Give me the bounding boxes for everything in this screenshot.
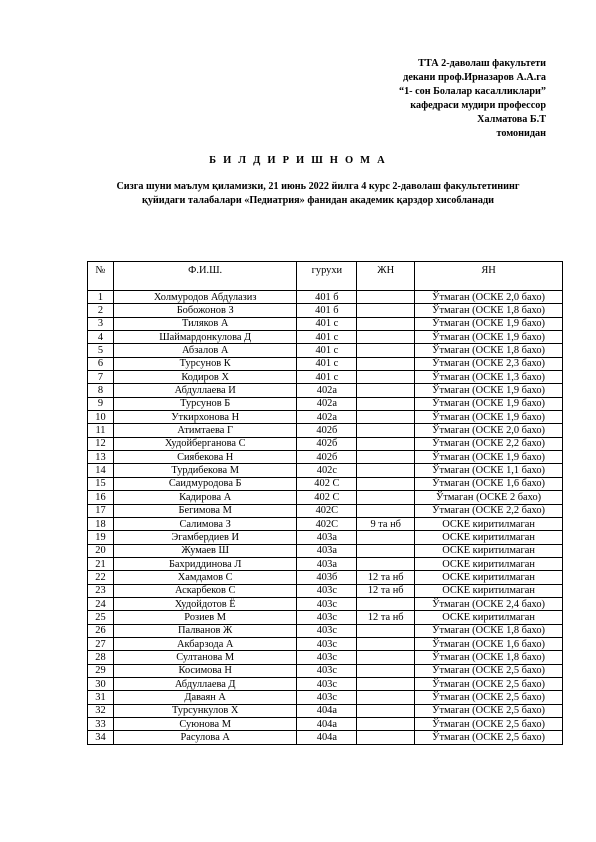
column-header-jn: ЖН xyxy=(357,262,415,291)
cell-number: 1 xyxy=(88,291,114,304)
cell-yn: Ўтмаган (ОСКЕ 2,2 бахо) xyxy=(415,437,563,450)
cell-group: 402б xyxy=(297,451,357,464)
table-row xyxy=(88,331,563,344)
cell-number: 22 xyxy=(88,571,114,584)
cell-yn: Ўтмаган (ОСКЕ 2,5 бахо) xyxy=(415,704,563,717)
cell-jn xyxy=(357,291,415,304)
cell-name: Акбарзода А xyxy=(113,637,297,650)
table-row xyxy=(88,531,563,544)
cell-jn xyxy=(357,651,415,664)
cell-name: Эгамбердиев И xyxy=(113,531,297,544)
cell-group: 403с xyxy=(297,677,357,690)
cell-jn xyxy=(357,691,415,704)
cell-name: Хамдамов С xyxy=(113,571,297,584)
cell-yn: ОСКЕ киритилмаган xyxy=(415,544,563,557)
cell-number: 16 xyxy=(88,491,114,504)
table-row xyxy=(88,544,563,557)
cell-yn: Ўтмаган (ОСКЕ 1,3 бахо) xyxy=(415,371,563,384)
cell-name: Уткирхонова Н xyxy=(113,411,297,424)
cell-number: 17 xyxy=(88,504,114,517)
cell-group: 402б xyxy=(297,424,357,437)
cell-jn xyxy=(357,451,415,464)
cell-jn xyxy=(357,384,415,397)
cell-group: 401 с xyxy=(297,344,357,357)
cell-yn: Ўтмаган (ОСКЕ 1,6 бахо) xyxy=(415,637,563,650)
cell-yn: Ўтмаган (ОСКЕ 1,6 бахо) xyxy=(415,477,563,490)
cell-yn: Ўтмаган (ОСКЕ 1,9 бахо) xyxy=(415,384,563,397)
addressee-line: ТТА 2-даволаш факультети xyxy=(418,58,546,69)
table-row xyxy=(88,411,563,424)
cell-name: Палванов Ж xyxy=(113,624,297,637)
cell-name: Саидмуродова Б xyxy=(113,477,297,490)
cell-yn: ОСКЕ киритилмаган xyxy=(415,557,563,570)
cell-yn: Ўтмаган (ОСКЕ 2,5 бахо) xyxy=(415,718,563,731)
cell-yn: Ўтмаган (ОСКЕ 2,5 бахо) xyxy=(415,691,563,704)
cell-jn xyxy=(357,677,415,690)
cell-number: 32 xyxy=(88,704,114,717)
cell-number: 15 xyxy=(88,477,114,490)
table-row xyxy=(88,504,563,517)
cell-jn xyxy=(357,531,415,544)
cell-name: Шаймардонкулова Д xyxy=(113,331,297,344)
column-header-name: Ф.И.Ш. xyxy=(113,262,297,291)
cell-jn xyxy=(357,664,415,677)
cell-yn: ОСКЕ киритилмаган xyxy=(415,571,563,584)
cell-jn xyxy=(357,624,415,637)
cell-jn: 12 та нб xyxy=(357,584,415,597)
table-row xyxy=(88,584,563,597)
table-row xyxy=(88,651,563,664)
table-row xyxy=(88,451,563,464)
cell-yn: ОСКЕ киритилмаган xyxy=(415,531,563,544)
cell-name: Кадирова А xyxy=(113,491,297,504)
cell-yn: Ўтмаган (ОСКЕ 2,3 бахо) xyxy=(415,357,563,370)
cell-number: 31 xyxy=(88,691,114,704)
column-header-group: гурухи xyxy=(297,262,357,291)
cell-jn xyxy=(357,557,415,570)
table-row xyxy=(88,731,563,744)
cell-number: 25 xyxy=(88,611,114,624)
cell-group: 402 С xyxy=(297,477,357,490)
cell-name: Аскарбеков С xyxy=(113,584,297,597)
addressee-line: “1- сон Болалар касалликлари” xyxy=(398,86,546,97)
cell-group: 402с xyxy=(297,464,357,477)
cell-number: 11 xyxy=(88,424,114,437)
cell-group: 401 б xyxy=(297,304,357,317)
cell-number: 21 xyxy=(88,557,114,570)
cell-number: 2 xyxy=(88,304,114,317)
cell-yn: ОСКЕ киритилмаган xyxy=(415,584,563,597)
cell-name: Сиябекова Н xyxy=(113,451,297,464)
table-row xyxy=(88,571,563,584)
cell-name: Бегимова М xyxy=(113,504,297,517)
cell-group: 403а xyxy=(297,544,357,557)
cell-yn: Ўтмаган (ОСКЕ 2,0 бахо) xyxy=(415,291,563,304)
table-row xyxy=(88,624,563,637)
cell-jn xyxy=(357,477,415,490)
table-row xyxy=(88,611,563,624)
cell-group: 403б xyxy=(297,571,357,584)
cell-name: Абдуллаева Д xyxy=(113,677,297,690)
cell-jn xyxy=(357,637,415,650)
table-row xyxy=(88,424,563,437)
cell-name: Худойдотов Ё xyxy=(113,597,297,610)
table-row xyxy=(88,557,563,570)
cell-jn xyxy=(357,544,415,557)
cell-jn: 12 та нб xyxy=(357,611,415,624)
table-row xyxy=(88,664,563,677)
cell-group: 403с xyxy=(297,637,357,650)
cell-yn: Ўтмаган (ОСКЕ 2 бахо) xyxy=(415,491,563,504)
cell-group: 402а xyxy=(297,397,357,410)
cell-group: 403с xyxy=(297,691,357,704)
cell-jn xyxy=(357,411,415,424)
cell-jn: 9 та нб xyxy=(357,517,415,530)
cell-yn: Ўтмаган (ОСКЕ 1,8 бахо) xyxy=(415,624,563,637)
cell-name: Абзалов А xyxy=(113,344,297,357)
table-row xyxy=(88,291,563,304)
cell-group: 402С xyxy=(297,504,357,517)
cell-number: 27 xyxy=(88,637,114,650)
cell-yn: Ўтмаган (ОСКЕ 1,9 бахо) xyxy=(415,451,563,464)
cell-name: Расулова А xyxy=(113,731,297,744)
cell-yn: Ўтмаган (ОСКЕ 2,5 бахо) xyxy=(415,731,563,744)
cell-group: 403с xyxy=(297,624,357,637)
cell-yn: Ўтмаган (ОСКЕ 2,5 бахо) xyxy=(415,677,563,690)
cell-group: 402 С xyxy=(297,491,357,504)
addressee-line: томонидан xyxy=(496,128,546,139)
cell-yn: Ўтмаган (ОСКЕ 1,8 бахо) xyxy=(415,651,563,664)
table-row xyxy=(88,637,563,650)
cell-name: Салимова З xyxy=(113,517,297,530)
table-row xyxy=(88,464,563,477)
cell-yn: Ўтмаган (ОСКЕ 1,8 бахо) xyxy=(415,304,563,317)
cell-name: Кодиров Х xyxy=(113,371,297,384)
table-row xyxy=(88,397,563,410)
cell-jn xyxy=(357,437,415,450)
cell-name: Худойберганова С xyxy=(113,437,297,450)
cell-number: 7 xyxy=(88,371,114,384)
cell-name: Бахриддинова Л xyxy=(113,557,297,570)
table-row xyxy=(88,691,563,704)
cell-name: Абдуллаева И xyxy=(113,384,297,397)
cell-name: Турдибекова М xyxy=(113,464,297,477)
cell-yn: Ўтмаган (ОСКЕ 1,9 бахо) xyxy=(415,331,563,344)
cell-name: Тиляков А xyxy=(113,317,297,330)
cell-yn: Ўтмаган (ОСКЕ 2,0 бахо) xyxy=(415,424,563,437)
cell-name: Турсунов К xyxy=(113,357,297,370)
table-body xyxy=(88,291,563,745)
cell-jn xyxy=(357,317,415,330)
cell-group: 402б xyxy=(297,437,357,450)
cell-jn xyxy=(357,731,415,744)
cell-group: 404а xyxy=(297,718,357,731)
cell-name: Косимова Н xyxy=(113,664,297,677)
column-header-yn: ЯН xyxy=(415,262,563,291)
table-row xyxy=(88,517,563,530)
addressee-line: Халматова Б.Т xyxy=(477,114,546,125)
cell-jn: 12 та нб xyxy=(357,571,415,584)
cell-jn xyxy=(357,344,415,357)
addressee-line: декани проф.Ирназаров А.А.га xyxy=(403,72,546,83)
cell-group: 404а xyxy=(297,704,357,717)
cell-number: 23 xyxy=(88,584,114,597)
cell-name: Жумаев Ш xyxy=(113,544,297,557)
cell-group: 401 с xyxy=(297,371,357,384)
table-header-row xyxy=(88,262,563,291)
cell-yn: Ўтмаган (ОСКЕ 2,2 бахо) xyxy=(415,504,563,517)
table-row xyxy=(88,677,563,690)
cell-name: Розиев М xyxy=(113,611,297,624)
cell-group: 403а xyxy=(297,557,357,570)
cell-number: 13 xyxy=(88,451,114,464)
cell-number: 10 xyxy=(88,411,114,424)
cell-group: 403с xyxy=(297,651,357,664)
table-row xyxy=(88,704,563,717)
cell-jn xyxy=(357,704,415,717)
cell-number: 5 xyxy=(88,344,114,357)
table-row xyxy=(88,477,563,490)
cell-yn: Ўтмаган (ОСКЕ 1,9 бахо) xyxy=(415,317,563,330)
table-row xyxy=(88,317,563,330)
cell-jn xyxy=(357,491,415,504)
cell-jn xyxy=(357,304,415,317)
cell-group: 403с xyxy=(297,597,357,610)
cell-number: 9 xyxy=(88,397,114,410)
cell-group: 401 с xyxy=(297,357,357,370)
cell-group: 403с xyxy=(297,611,357,624)
cell-name: Султанова М xyxy=(113,651,297,664)
cell-name: Турсунов Б xyxy=(113,397,297,410)
table-row xyxy=(88,357,563,370)
cell-name: Бобожонов З xyxy=(113,304,297,317)
cell-number: 29 xyxy=(88,664,114,677)
cell-name: Атимтаева Г xyxy=(113,424,297,437)
cell-jn xyxy=(357,357,415,370)
cell-group: 401 с xyxy=(297,317,357,330)
cell-number: 24 xyxy=(88,597,114,610)
cell-number: 6 xyxy=(88,357,114,370)
cell-number: 20 xyxy=(88,544,114,557)
document-title: Б И Л Д И Р И Ш Н О М А xyxy=(209,155,387,166)
cell-jn xyxy=(357,464,415,477)
cell-yn: ОСКЕ киритилмаган xyxy=(415,517,563,530)
cell-number: 34 xyxy=(88,731,114,744)
cell-yn: Ўтмаган (ОСКЕ 1,9 бахо) xyxy=(415,411,563,424)
cell-number: 14 xyxy=(88,464,114,477)
cell-number: 18 xyxy=(88,517,114,530)
cell-number: 28 xyxy=(88,651,114,664)
cell-group: 403а xyxy=(297,531,357,544)
cell-name: Турсункулов Х xyxy=(113,704,297,717)
cell-number: 8 xyxy=(88,384,114,397)
cell-yn: Ўтмаган (ОСКЕ 2,4 бахо) xyxy=(415,597,563,610)
cell-yn: Ўтмаган (ОСКЕ 2,5 бахо) xyxy=(415,664,563,677)
cell-jn xyxy=(357,424,415,437)
cell-number: 30 xyxy=(88,677,114,690)
cell-group: 404а xyxy=(297,731,357,744)
table-row xyxy=(88,371,563,384)
table-row xyxy=(88,597,563,610)
cell-jn xyxy=(357,397,415,410)
cell-group: 401 б xyxy=(297,291,357,304)
table-row xyxy=(88,718,563,731)
cell-number: 26 xyxy=(88,624,114,637)
cell-jn xyxy=(357,718,415,731)
cell-yn: ОСКЕ киритилмаган xyxy=(415,611,563,624)
cell-jn xyxy=(357,504,415,517)
cell-group: 403с xyxy=(297,584,357,597)
cell-yn: Ўтмаган (ОСКЕ 1,1 бахо) xyxy=(415,464,563,477)
cell-group: 403с xyxy=(297,664,357,677)
cell-name: Даваян А xyxy=(113,691,297,704)
students-table xyxy=(87,261,563,745)
table-row xyxy=(88,491,563,504)
table-row xyxy=(88,304,563,317)
cell-number: 33 xyxy=(88,718,114,731)
addressee-line: кафедраси мудири профессор xyxy=(410,100,546,111)
cell-jn xyxy=(357,371,415,384)
cell-number: 3 xyxy=(88,317,114,330)
cell-group: 402С xyxy=(297,517,357,530)
addressee-block xyxy=(399,57,546,141)
table-row xyxy=(88,437,563,450)
cell-yn: Ўтмаган (ОСКЕ 1,9 бахо) xyxy=(415,397,563,410)
cell-number: 19 xyxy=(88,531,114,544)
cell-name: Суюнова М xyxy=(113,718,297,731)
table-row xyxy=(88,344,563,357)
cell-group: 402а xyxy=(297,384,357,397)
cell-yn: Ўтмаган (ОСКЕ 1,8 бахо) xyxy=(415,344,563,357)
cell-group: 402а xyxy=(297,411,357,424)
cell-jn xyxy=(357,331,415,344)
cell-jn xyxy=(357,597,415,610)
cell-number: 4 xyxy=(88,331,114,344)
cell-number: 12 xyxy=(88,437,114,450)
column-header-number: № xyxy=(88,262,114,291)
cell-name: Холмуродов Абдулазиз xyxy=(113,291,297,304)
table-row xyxy=(88,384,563,397)
intro-paragraph: Сизга шуни маълум қиламизки, 21 июнь 2022 йилга 4 курс 2-даволаш факультетининг қуйидаги талабалари «Педиатрия» фанидан академик қарздор хисобланади xyxy=(116,181,520,206)
cell-group: 401 с xyxy=(297,331,357,344)
